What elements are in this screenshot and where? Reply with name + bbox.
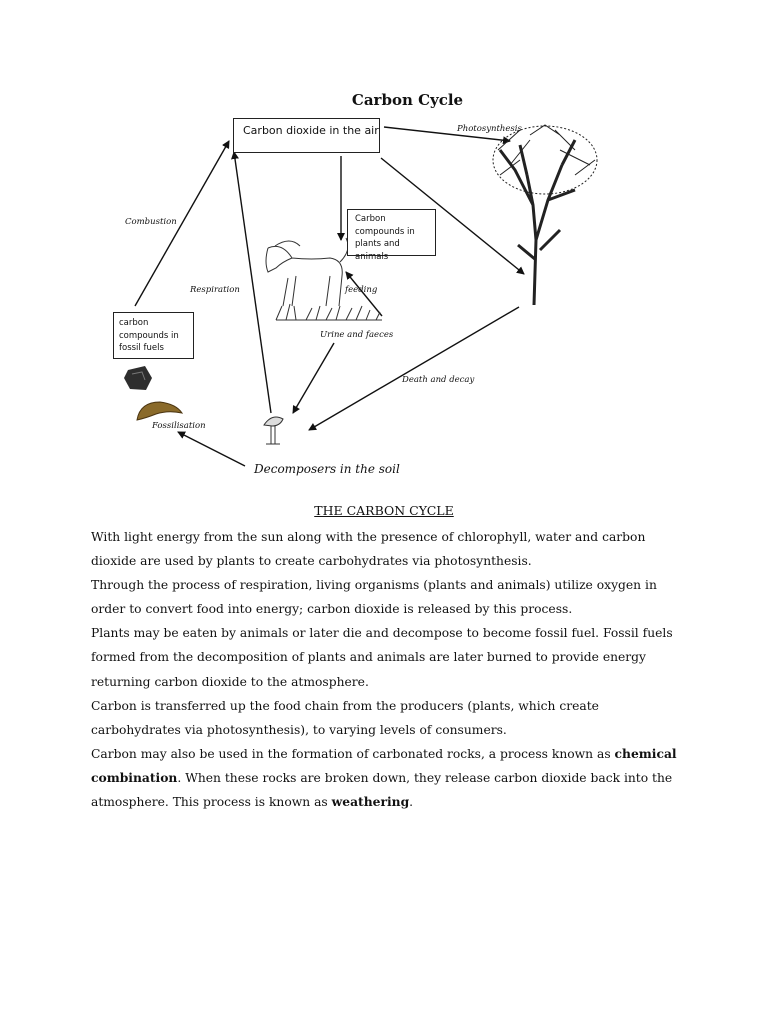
fossilisation-arrow (178, 432, 245, 466)
respiration-label: Respiration (190, 285, 240, 295)
plants-animals-line-3: plants and animals (355, 239, 400, 262)
paragraph-photosynthesis: With light energy from the sun along with the presence of chlorophyll, water and carbon dioxide are used by plants to create carbohydrates via photosynthesis. (91, 530, 646, 569)
diagram-title: Carbon Cycle (351, 91, 464, 109)
tree-icon (493, 125, 597, 305)
paragraph-rocks (91, 742, 681, 814)
fossil-fuels-box (113, 312, 194, 359)
paragraph-respiration: Through the process of respiration, living organisms (plants and animals) utilize oxygen in order to convert food into energy; carbon dioxide is released by this process. (91, 578, 657, 617)
section-heading (0, 503, 768, 518)
coal-icon (124, 366, 152, 390)
decomposers-label: Decomposers in the soil (254, 462, 400, 476)
fossil-fuels-line-2: compounds in (119, 330, 179, 341)
co2-air-box: Carbon dioxide in the air (233, 118, 380, 153)
rocks-text-c: . When these rocks are broken down, they release carbon dioxide back into the atmosphere. This process is known as (91, 770, 673, 810)
plants-animals-box (347, 209, 436, 262)
term-chemical-combination: chemical combination (91, 745, 677, 785)
paragraph-food-chain: Carbon is transferred up the food chain from the producers (plants, which create carbohydrates via photosynthesis), to varying levels of consumers. (91, 698, 599, 737)
fossil-fuels-line-3: fossil fuels (119, 343, 164, 353)
urine-faeces-arrow (293, 343, 334, 413)
plants-animals-line-1: Carbon (355, 214, 386, 224)
respiration-arrow (234, 152, 271, 413)
term-weathering: weathering (331, 794, 410, 810)
death-decay-label: Death and decay (402, 375, 475, 385)
fossil-icon (137, 402, 182, 420)
paragraph-fossil-fuels: Plants may be eaten by animals or later die and decompose to become fossil fuel. Fossil fuels formed from the decomposition of plants and animals are later burned to provide energy returning carbon dioxide to the atmosphere. (91, 626, 673, 689)
death-decay-arrow (309, 307, 519, 430)
article-body (91, 525, 681, 814)
grass-icon (276, 304, 382, 320)
fossilisation-label: Fossilisation (152, 421, 206, 431)
section-heading-text: THE CARBON CYCLE (314, 503, 454, 518)
feeding-label: feeding (345, 285, 378, 295)
mushroom-icon (264, 417, 283, 444)
combustion-label: Combustion (125, 217, 177, 227)
photosynthesis-label: Photosynthesis (457, 124, 522, 134)
plants-animals-line-2: compounds in (355, 226, 415, 237)
horse-icon (266, 238, 348, 306)
rocks-text-a: Carbon may also be used in the formation of carbonated rocks, a process known as (91, 746, 615, 761)
urine-faeces-label: Urine and faeces (320, 330, 394, 340)
rocks-text-e: . (409, 795, 414, 810)
fossil-fuels-line-1: carbon (119, 318, 149, 328)
